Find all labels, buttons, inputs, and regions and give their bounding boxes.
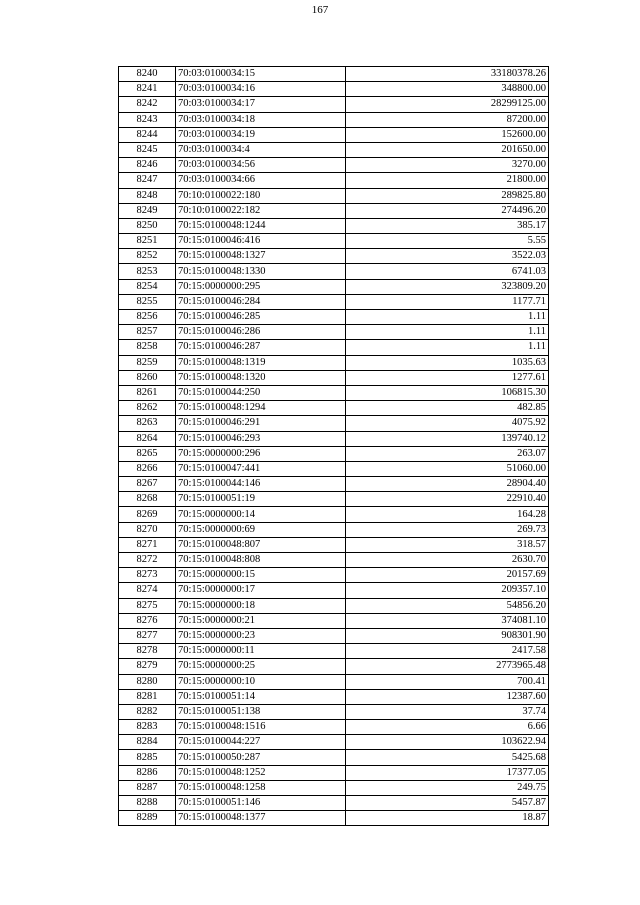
cadastral-number: 70:15:0100048:1327 <box>176 249 346 264</box>
table-row <box>119 507 549 522</box>
row-number: 8278 <box>119 644 176 659</box>
table-row <box>119 310 549 325</box>
cadastral-number: 70:15:0100044:227 <box>176 735 346 750</box>
table-row <box>119 234 549 249</box>
table-row <box>119 811 549 826</box>
cadastral-number: 70:15:0000000:295 <box>176 279 346 294</box>
cadastral-value: 164.28 <box>346 507 549 522</box>
row-number: 8260 <box>119 370 176 385</box>
cadastral-value: 249.75 <box>346 780 549 795</box>
row-number: 8259 <box>119 355 176 370</box>
row-number: 8256 <box>119 310 176 325</box>
cadastral-number: 70:15:0100046:284 <box>176 294 346 309</box>
row-number: 8286 <box>119 765 176 780</box>
cadastral-number: 70:10:0100022:180 <box>176 188 346 203</box>
row-number: 8270 <box>119 522 176 537</box>
cadastral-value: 12387.60 <box>346 689 549 704</box>
cadastral-value: 87200.00 <box>346 112 549 127</box>
row-number: 8281 <box>119 689 176 704</box>
cadastral-number: 70:15:0100051:19 <box>176 492 346 507</box>
table-row <box>119 477 549 492</box>
cadastral-value: 106815.30 <box>346 385 549 400</box>
cadastral-value: 139740.12 <box>346 431 549 446</box>
table-row <box>119 188 549 203</box>
cadastral-value: 269.73 <box>346 522 549 537</box>
cadastral-number: 70:15:0100048:1319 <box>176 355 346 370</box>
table-row <box>119 325 549 340</box>
cadastral-value: 263.07 <box>346 446 549 461</box>
row-number: 8277 <box>119 628 176 643</box>
row-number: 8257 <box>119 325 176 340</box>
table-row <box>119 522 549 537</box>
cadastral-value: 5.55 <box>346 234 549 249</box>
row-number: 8253 <box>119 264 176 279</box>
row-number: 8249 <box>119 203 176 218</box>
cadastral-number: 70:15:0000000:21 <box>176 613 346 628</box>
table-row <box>119 583 549 598</box>
cadastral-number: 70:03:0100034:17 <box>176 97 346 112</box>
table-row <box>119 112 549 127</box>
cadastral-number: 70:15:0100050:287 <box>176 750 346 765</box>
cadastral-value: 289825.80 <box>346 188 549 203</box>
cadastral-number: 70:15:0100051:138 <box>176 704 346 719</box>
row-number: 8258 <box>119 340 176 355</box>
cadastral-number: 70:15:0000000:23 <box>176 628 346 643</box>
cadastral-number: 70:15:0100044:146 <box>176 477 346 492</box>
row-number: 8272 <box>119 553 176 568</box>
row-number: 8250 <box>119 218 176 233</box>
table-row <box>119 340 549 355</box>
table-row <box>119 659 549 674</box>
cadastral-value: 18.87 <box>346 811 549 826</box>
cadastral-value: 20157.69 <box>346 568 549 583</box>
row-number: 8243 <box>119 112 176 127</box>
cadastral-value: 6.66 <box>346 720 549 735</box>
cadastral-value: 2630.70 <box>346 553 549 568</box>
row-number: 8271 <box>119 537 176 552</box>
cadastral-value: 2773965.48 <box>346 659 549 674</box>
row-number: 8261 <box>119 385 176 400</box>
table-row <box>119 401 549 416</box>
cadastral-value: 51060.00 <box>346 461 549 476</box>
cadastral-number: 70:15:0000000:25 <box>176 659 346 674</box>
row-number: 8285 <box>119 750 176 765</box>
cadastral-number: 70:15:0100046:293 <box>176 431 346 446</box>
cadastral-number: 70:15:0100048:1258 <box>176 780 346 795</box>
row-number: 8262 <box>119 401 176 416</box>
cadastral-value: 318.57 <box>346 537 549 552</box>
cadastral-number: 70:15:0100048:807 <box>176 537 346 552</box>
cadastral-value: 2417.58 <box>346 644 549 659</box>
table-row <box>119 537 549 552</box>
cadastral-value: 1.11 <box>346 325 549 340</box>
cadastral-number: 70:15:0100046:286 <box>176 325 346 340</box>
table-row <box>119 796 549 811</box>
cadastral-value: 17377.05 <box>346 765 549 780</box>
cadastral-number: 70:15:0000000:15 <box>176 568 346 583</box>
cadastral-value: 103622.94 <box>346 735 549 750</box>
cadastral-number: 70:03:0100034:4 <box>176 142 346 157</box>
table-row <box>119 158 549 173</box>
cadastral-value: 22910.40 <box>346 492 549 507</box>
cadastral-number: 70:15:0100046:416 <box>176 234 346 249</box>
table-row <box>119 704 549 719</box>
cadastral-value: 1035.63 <box>346 355 549 370</box>
table-row <box>119 598 549 613</box>
cadastral-value: 5425.68 <box>346 750 549 765</box>
cadastral-number: 70:03:0100034:15 <box>176 67 346 82</box>
cadastral-number: 70:15:0100046:291 <box>176 416 346 431</box>
row-number: 8287 <box>119 780 176 795</box>
table-row <box>119 644 549 659</box>
row-number: 8267 <box>119 477 176 492</box>
cadastral-value: 274496.20 <box>346 203 549 218</box>
row-number: 8269 <box>119 507 176 522</box>
row-number: 8246 <box>119 158 176 173</box>
table-row <box>119 203 549 218</box>
cadastral-value: 3270.00 <box>346 158 549 173</box>
page-number: 167 <box>311 4 329 16</box>
row-number: 8254 <box>119 279 176 294</box>
cadastral-value: 6741.03 <box>346 264 549 279</box>
table-row <box>119 765 549 780</box>
cadastral-number: 70:03:0100034:18 <box>176 112 346 127</box>
cadastral-number: 70:15:0100048:808 <box>176 553 346 568</box>
table-row <box>119 780 549 795</box>
cadastral-number: 70:03:0100034:19 <box>176 127 346 142</box>
row-number: 8241 <box>119 82 176 97</box>
cadastral-value: 482.85 <box>346 401 549 416</box>
cadastral-value: 385.17 <box>346 218 549 233</box>
cadastral-number: 70:15:0000000:18 <box>176 598 346 613</box>
cadastral-number: 70:15:0000000:69 <box>176 522 346 537</box>
table-row <box>119 173 549 188</box>
table-row <box>119 142 549 157</box>
row-number: 8248 <box>119 188 176 203</box>
cadastral-number: 70:15:0100048:1294 <box>176 401 346 416</box>
row-number: 8244 <box>119 127 176 142</box>
row-number: 8288 <box>119 796 176 811</box>
table-row <box>119 689 549 704</box>
row-number: 8242 <box>119 97 176 112</box>
table-row <box>119 431 549 446</box>
cadastral-number: 70:15:0100048:1330 <box>176 264 346 279</box>
row-number: 8266 <box>119 461 176 476</box>
row-number: 8252 <box>119 249 176 264</box>
row-number: 8247 <box>119 173 176 188</box>
table-row <box>119 553 549 568</box>
cadastral-value-table <box>118 66 549 826</box>
row-number: 8279 <box>119 659 176 674</box>
cadastral-value: 28904.40 <box>346 477 549 492</box>
cadastral-value: 152600.00 <box>346 127 549 142</box>
row-number: 8251 <box>119 234 176 249</box>
row-number: 8283 <box>119 720 176 735</box>
row-number: 8282 <box>119 704 176 719</box>
cadastral-value: 21800.00 <box>346 173 549 188</box>
cadastral-number: 70:15:0000000:11 <box>176 644 346 659</box>
table-row <box>119 82 549 97</box>
cadastral-number: 70:15:0100044:250 <box>176 385 346 400</box>
table-body <box>119 67 549 826</box>
cadastral-number: 70:03:0100034:16 <box>176 82 346 97</box>
table-row <box>119 461 549 476</box>
cadastral-value: 54856.20 <box>346 598 549 613</box>
cadastral-number: 70:15:0000000:14 <box>176 507 346 522</box>
cadastral-value: 374081.10 <box>346 613 549 628</box>
cadastral-number: 70:10:0100022:182 <box>176 203 346 218</box>
cadastral-value: 28299125.00 <box>346 97 549 112</box>
cadastral-number: 70:15:0100046:287 <box>176 340 346 355</box>
table-row <box>119 750 549 765</box>
cadastral-number: 70:15:0100051:146 <box>176 796 346 811</box>
row-number: 8245 <box>119 142 176 157</box>
cadastral-value: 209357.10 <box>346 583 549 598</box>
cadastral-value: 1277.61 <box>346 370 549 385</box>
row-number: 8264 <box>119 431 176 446</box>
table-row <box>119 416 549 431</box>
row-number: 8289 <box>119 811 176 826</box>
table-row <box>119 294 549 309</box>
row-number: 8274 <box>119 583 176 598</box>
table-row <box>119 218 549 233</box>
table-row <box>119 385 549 400</box>
row-number: 8265 <box>119 446 176 461</box>
cadastral-value: 1.11 <box>346 340 549 355</box>
table-row <box>119 127 549 142</box>
cadastral-value: 908301.90 <box>346 628 549 643</box>
cadastral-number: 70:15:0100048:1377 <box>176 811 346 826</box>
row-number: 8263 <box>119 416 176 431</box>
cadastral-number: 70:15:0100048:1320 <box>176 370 346 385</box>
table-row <box>119 628 549 643</box>
table-row <box>119 735 549 750</box>
row-number: 8276 <box>119 613 176 628</box>
cadastral-value: 201650.00 <box>346 142 549 157</box>
cadastral-value: 323809.20 <box>346 279 549 294</box>
cadastral-number: 70:15:0100048:1516 <box>176 720 346 735</box>
table-row <box>119 720 549 735</box>
cadastral-number: 70:03:0100034:66 <box>176 173 346 188</box>
cadastral-value: 3522.03 <box>346 249 549 264</box>
row-number: 8275 <box>119 598 176 613</box>
cadastral-number: 70:15:0000000:17 <box>176 583 346 598</box>
table-row <box>119 674 549 689</box>
table-row <box>119 249 549 264</box>
cadastral-value: 348800.00 <box>346 82 549 97</box>
row-number: 8280 <box>119 674 176 689</box>
cadastral-value: 33180378.26 <box>346 67 549 82</box>
cadastral-number: 70:15:0100051:14 <box>176 689 346 704</box>
cadastral-number: 70:03:0100034:56 <box>176 158 346 173</box>
cadastral-number: 70:15:0100046:285 <box>176 310 346 325</box>
cadastral-value: 700.41 <box>346 674 549 689</box>
cadastral-number: 70:15:0100048:1252 <box>176 765 346 780</box>
cadastral-value: 5457.87 <box>346 796 549 811</box>
table-row <box>119 97 549 112</box>
row-number: 8255 <box>119 294 176 309</box>
table-row <box>119 279 549 294</box>
row-number: 8268 <box>119 492 176 507</box>
row-number: 8240 <box>119 67 176 82</box>
cadastral-value: 1.11 <box>346 310 549 325</box>
table-row <box>119 446 549 461</box>
cadastral-number: 70:15:0000000:296 <box>176 446 346 461</box>
table-row <box>119 568 549 583</box>
table-row <box>119 264 549 279</box>
table-row <box>119 613 549 628</box>
row-number: 8273 <box>119 568 176 583</box>
table-row <box>119 67 549 82</box>
table-row <box>119 370 549 385</box>
row-number: 8284 <box>119 735 176 750</box>
table-row <box>119 492 549 507</box>
table-row <box>119 355 549 370</box>
cadastral-number: 70:15:0100047:441 <box>176 461 346 476</box>
cadastral-value: 1177.71 <box>346 294 549 309</box>
cadastral-value: 4075.92 <box>346 416 549 431</box>
cadastral-value: 37.74 <box>346 704 549 719</box>
cadastral-number: 70:15:0000000:10 <box>176 674 346 689</box>
cadastral-number: 70:15:0100048:1244 <box>176 218 346 233</box>
